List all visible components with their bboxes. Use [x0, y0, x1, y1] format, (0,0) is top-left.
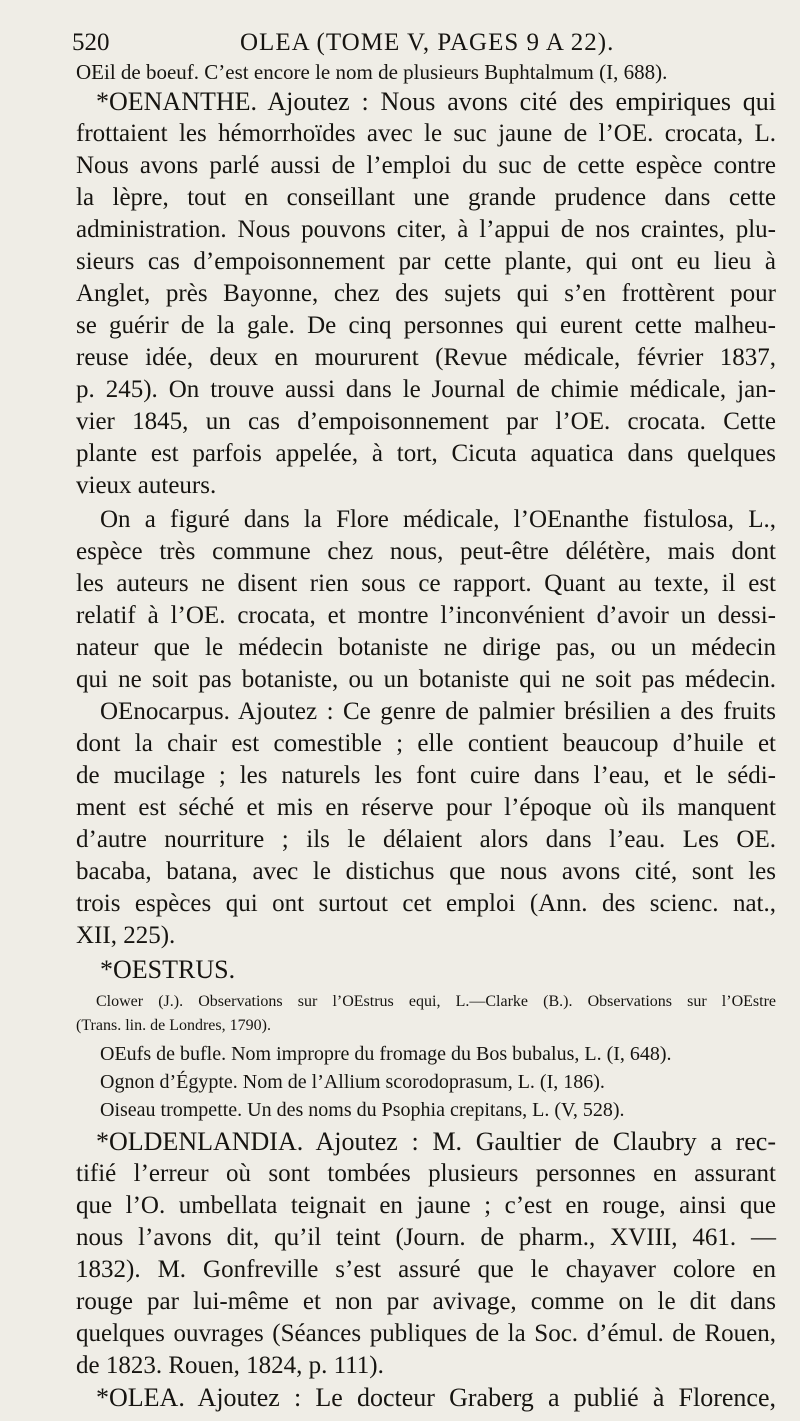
text-line: frottaient les hémorrhoïdes avec le suc jaune de l’OE. crocata, L. — [76, 120, 776, 147]
text-line: On a figuré dans la Flore médicale, l’OEnanthe fistulosa, L., — [100, 506, 776, 533]
text-line: les auteurs ne disent rien sous ce rapport. Quant au texte, il est — [76, 570, 776, 597]
text-line: Anglet, près Bayonne, chez des sujets qui s’en frottèrent pour — [76, 280, 776, 307]
text-line: ment est séché et mis en réserve pour l’époque où ils manquent — [76, 794, 776, 821]
text-line: Nous avons parlé aussi de l’emploi du suc de cette espèce contre — [76, 152, 776, 179]
text-line: espèce très commune chez nous, peut-être délétère, mais dont — [76, 538, 776, 565]
text-line: plante est parfois appelée, à tort, Cicuta aquatica dans quelques — [76, 440, 776, 467]
text-line: nous l’avons dit, qu’il teint (Journ. de pharm., XVIII, 461. — — [76, 1224, 776, 1251]
text-line: nateur que le médecin botaniste ne dirige pas, ou un médecin — [76, 634, 776, 661]
text-line: Clower (J.). Observations sur l’OEstrus equi, L.—Clarke (B.). Observations sur l’OEstre — [96, 993, 776, 1010]
running-title: OLEA (TOME V, PAGES 9 A 22). — [240, 29, 615, 56]
text-line: reuse idée, deux en moururent (Revue médicale, février 1837, — [76, 344, 776, 371]
text-line: OEil de boeuf. C’est encore le nom de plusieurs Buphtalmum (I, 688). — [76, 60, 668, 84]
text-line: de mucilage ; les naturels les font cuire dans l’eau, et le sédi- — [76, 762, 776, 789]
text-line: la lèpre, tout en conseillant une grande prudence dans cette — [76, 184, 776, 211]
text-line: que l’O. umbellata teignait en jaune ; c’est en rouge, ainsi que — [76, 1192, 776, 1219]
text-line: (Trans. lin. de Londres, 1790). — [76, 1017, 271, 1034]
text-line: d’autre nourriture ; ils le délaient alors dans l’eau. Les OE. — [76, 826, 776, 853]
text-line: dont la chair est comestible ; elle contient beaucoup d’huile et — [76, 730, 776, 757]
text-line: se guérir de la gale. De cinq personnes qui eurent cette malheu- — [76, 312, 776, 339]
text-line: tifié l’erreur où sont tombées plusieurs personnes en assurant — [76, 1160, 776, 1187]
text-line: vier 1845, un cas d’empoisonnement par l’OE. crocata. Cette — [76, 408, 776, 435]
text-line: *OLDENLANDIA. Ajoutez : M. Gaultier de Claubry a rec- — [96, 1127, 776, 1156]
text-line: qui ne soit pas botaniste, ou un botaniste qui ne soit pas médecin. — [76, 666, 776, 693]
text-line: p. 245). On trouve aussi dans le Journal de chimie médicale, jan- — [76, 376, 776, 403]
page-header — [72, 26, 632, 60]
page-number: 520 — [72, 29, 110, 56]
text-line: OEufs de bufle. Nom impropre du fromage du Bos bubalus, L. (I, 648). — [100, 1043, 672, 1065]
text-line: *OENANTHE. Ajoutez : Nous avons cité des empiriques qui — [96, 87, 776, 116]
text-line: bacaba, batana, avec le distichus que nous avons cité, sont les — [76, 858, 776, 885]
text-line: quelques ouvrages (Séances publiques de la Soc. d’émul. de Rouen, — [76, 1320, 776, 1347]
text-line: administration. Nous pouvons citer, à l’appui de nos craintes, plu- — [76, 216, 776, 243]
text-line: trois espèces qui ont surtout cet emploi (Ann. des scienc. nat., — [76, 890, 776, 917]
text-line: Ognon d’Égypte. Nom de l’Allium scorodoprasum, L. (I, 186). — [100, 1071, 605, 1093]
text-line: sieurs cas d’empoisonnement par cette plante, qui ont eu lieu à — [76, 248, 776, 275]
text-line: vieux auteurs. — [76, 472, 217, 499]
text-line: Oiseau trompette. Un des noms du Psophia crepitans, L. (V, 528). — [100, 1099, 625, 1121]
text-line: rouge par lui-même et non par avivage, comme on le dit dans — [76, 1288, 776, 1315]
text-line: XII, 225). — [76, 922, 176, 949]
text-line: 1832). M. Gonfreville s’est assuré que le chayaver colore en — [76, 1256, 776, 1283]
text-line: *OLEA. Ajoutez : Le docteur Graberg a publié à Florence, — [96, 1383, 776, 1412]
text-line: relatif à l’OE. crocata, et montre l’inconvénient d’avoir un dessi- — [76, 602, 776, 629]
text-line: de 1823. Rouen, 1824, p. 111). — [76, 1352, 384, 1379]
text-line: *OESTRUS. — [100, 955, 236, 984]
text-line: OEnocarpus. Ajoutez : Ce genre de palmier brésilien a des fruits — [100, 698, 776, 725]
